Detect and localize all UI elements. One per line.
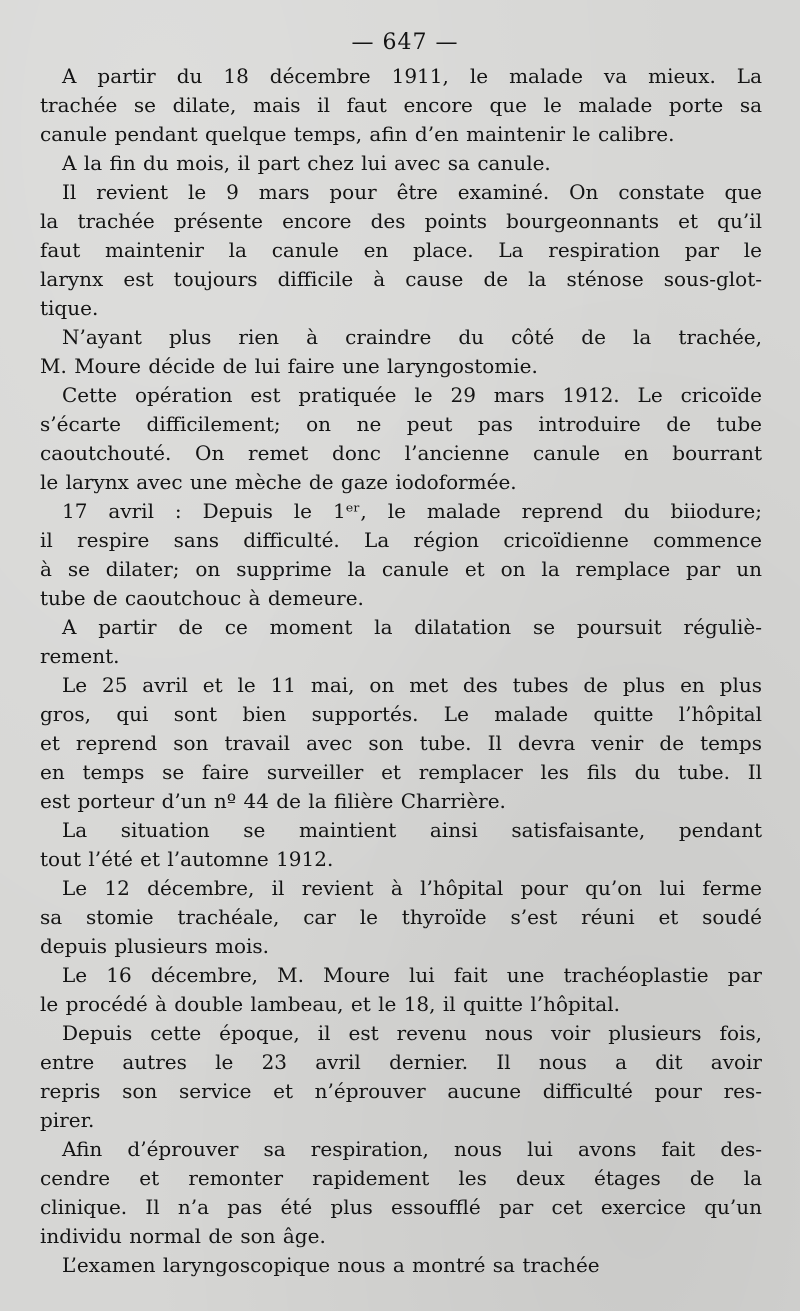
text-line: en temps se faire surveiller et remplacer les fils du tube. Il — [40, 760, 762, 784]
text-line: et reprend son travail avec son tube. Il devra venir de temps — [40, 731, 762, 755]
text-line: larynx est toujours difficile à cause de la sténose sous-glot- — [40, 267, 762, 291]
paragraph — [40, 323, 762, 381]
text-line: pirer. — [40, 1108, 95, 1132]
text-line: le larynx avec une mèche de gaze iodoformée. — [40, 470, 517, 494]
text-line: faut maintenir la canule en place. La respiration par le — [40, 238, 762, 262]
text-line: La situation se maintient ainsi satisfaisante, pendant — [62, 818, 762, 842]
text-line: tube de caoutchouc à demeure. — [40, 586, 364, 610]
paragraph — [40, 381, 762, 497]
paragraph — [40, 671, 762, 816]
text-line: le procédé à double lambeau, et le 18, il quitte l’hôpital. — [40, 992, 620, 1016]
text-line: depuis plusieurs mois. — [40, 934, 270, 958]
text-line: A partir du 18 décembre 1911, le malade va mieux. La — [62, 64, 762, 88]
text-line: rement. — [40, 644, 120, 668]
paragraph — [40, 149, 762, 178]
text-line: A partir de ce moment la dilatation se poursuit réguliè- — [62, 615, 762, 639]
text-line: trachée se dilate, mais il faut encore que le malade porte sa — [40, 93, 762, 117]
text-line: canule pendant quelque temps, afin d’en maintenir le calibre. — [40, 122, 675, 146]
paragraph — [40, 961, 762, 1019]
text-line: L’examen laryngoscopique nous a montré sa trachée — [62, 1253, 600, 1277]
text-line: Le 25 avril et le 11 mai, on met des tubes de plus en plus — [62, 673, 762, 697]
text-line: à se dilater; on supprime la canule et on la remplace par un — [40, 557, 762, 581]
paragraph — [40, 1135, 762, 1251]
paragraph — [40, 1019, 762, 1135]
text-line: il respire sans difficulté. La région cricoïdienne commence — [40, 528, 762, 552]
text-line: est porteur d’un nº 44 de la filière Charrière. — [40, 789, 506, 813]
text-line: Afin d’éprouver sa respiration, nous lui avons fait des- — [62, 1137, 762, 1161]
paragraph — [40, 497, 762, 613]
paragraph — [40, 1251, 762, 1280]
text-line: Le 16 décembre, M. Moure lui fait une trachéoplastie par — [62, 963, 762, 987]
text-line: Depuis cette époque, il est revenu nous voir plusieurs fois, — [62, 1021, 762, 1045]
text-line: Cette opération est pratiquée le 29 mars 1912. Le cricoïde — [62, 383, 762, 407]
text-line: cendre et remonter rapidement les deux étages de la — [40, 1166, 762, 1190]
text-line: sa stomie trachéale, car le thyroïde s’est réuni et soudé — [40, 905, 762, 929]
text-line: repris son service et n’éprouver aucune difficulté pour res- — [40, 1079, 762, 1103]
paragraph — [40, 816, 762, 874]
text-line: gros, qui sont bien supportés. Le malade quitte l’hôpital — [40, 702, 762, 726]
text-line: individu normal de son âge. — [40, 1224, 326, 1248]
paragraph — [40, 613, 762, 671]
text-line: clinique. Il n’a pas été plus essoufflé par cet exercice qu’un — [40, 1195, 762, 1219]
page-number: — 647 — — [351, 30, 459, 55]
text-line: entre autres le 23 avril dernier. Il nous a dit avoir — [40, 1050, 762, 1074]
text-line: 17 avril : Depuis le 1ᵉʳ, le malade reprend du biiodure; — [62, 499, 762, 523]
paragraph — [40, 874, 762, 961]
text-line: Il revient le 9 mars pour être examiné. On constate que — [62, 180, 762, 204]
text-line: la trachée présente encore des points bourgeonnants et qu’il — [40, 209, 762, 233]
paragraph — [40, 178, 762, 323]
text-line: s’écarte difficilement; on ne peut pas introduire de tube — [40, 412, 762, 436]
text-line: tique. — [40, 296, 99, 320]
text-line: tout l’été et l’automne 1912. — [40, 847, 334, 871]
text-line: M. Moure décide de lui faire une laryngostomie. — [40, 354, 538, 378]
text-line: N’ayant plus rien à craindre du côté de la trachée, — [62, 325, 762, 349]
text-line: A la fin du mois, il part chez lui avec sa canule. — [62, 151, 551, 175]
body-text — [40, 62, 762, 1280]
text-line: caoutchouté. On remet donc l’ancienne canule en bourrant — [40, 441, 762, 465]
paragraph — [40, 62, 762, 149]
text-line: Le 12 décembre, il revient à l’hôpital pour qu’on lui ferme — [62, 876, 762, 900]
